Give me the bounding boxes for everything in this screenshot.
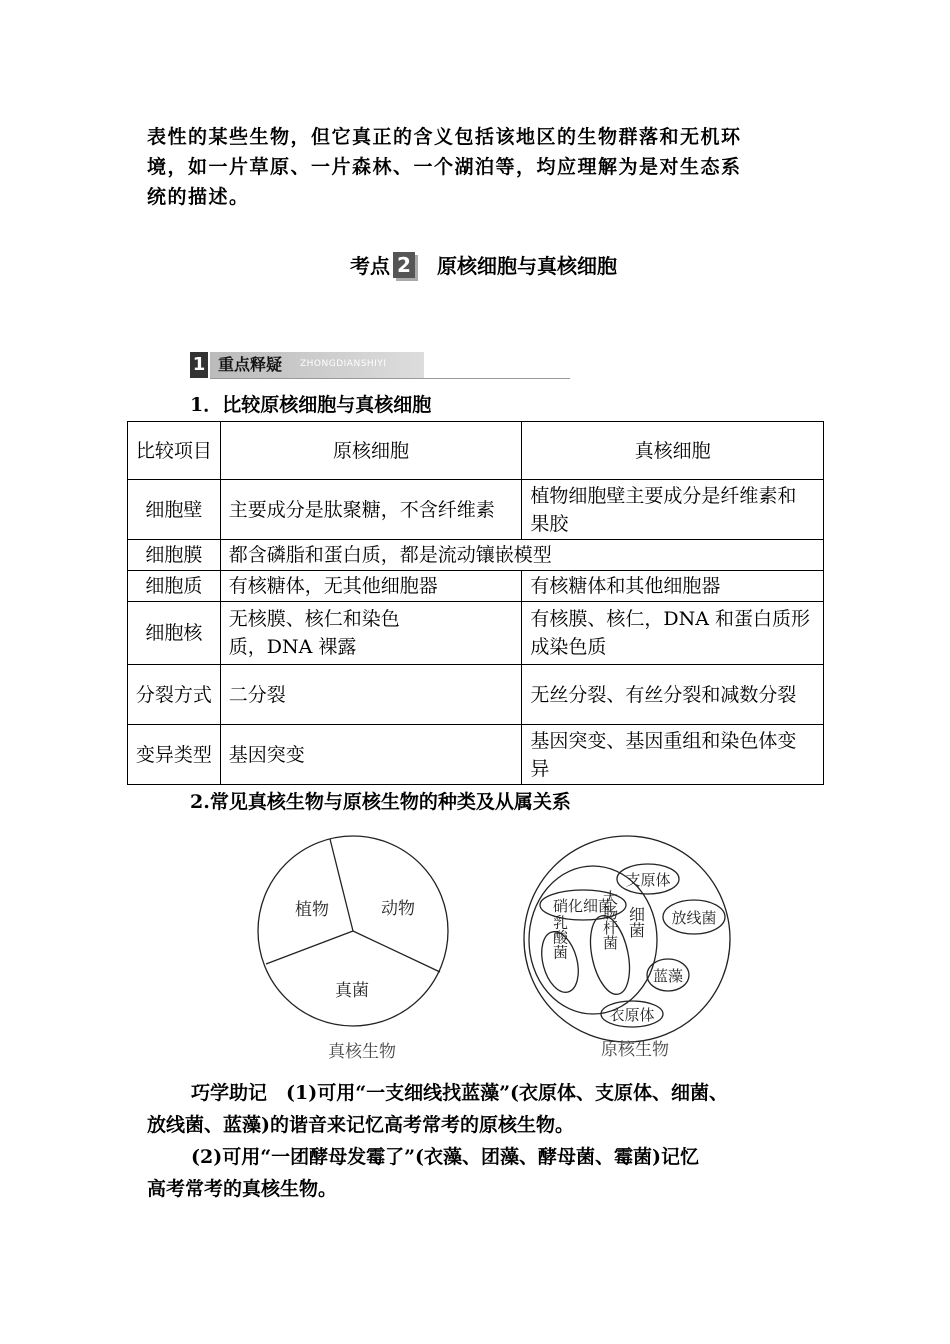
- row-eukaryote: 无丝分裂、有丝分裂和减数分裂: [522, 665, 824, 725]
- memo-line: 放线菌、蓝藻)的谐音来记忆高考常考的原核生物。: [147, 1114, 574, 1136]
- banner-title: 重点释疑: [218, 355, 283, 374]
- actinomyces-label: 放线菌: [671, 909, 717, 927]
- ecoli-label: 大肠杆菌: [601, 890, 619, 950]
- header-item: 比较项目: [128, 422, 221, 480]
- animal-label: 动物: [381, 899, 415, 919]
- table-row: [128, 480, 824, 540]
- divider-line: [353, 931, 440, 972]
- banner-pinyin: ZHONGDIANSHIYI: [300, 359, 387, 369]
- row-item: 细胞质: [128, 571, 221, 602]
- banner-bar: [210, 352, 424, 378]
- row-item: 细胞壁: [128, 480, 221, 540]
- row-eukaryote: 有核糖体和其他细胞器: [522, 571, 824, 602]
- row-item: 变异类型: [128, 725, 221, 785]
- intro-line: 统的描述。: [147, 186, 250, 208]
- eukaryote-caption: 真核生物: [328, 1042, 396, 1062]
- table-row: [128, 571, 824, 602]
- section2-heading: 2.常见真核生物与原核生物的种类及从属关系: [190, 791, 571, 813]
- lactic-bacteria-label: 乳酸菌: [551, 914, 569, 960]
- row-prokaryote: 基因突变: [220, 725, 522, 785]
- bacteria-label: 细菌: [626, 906, 646, 938]
- intro-line: 表性的某些生物，但它真正的含义包括该地区的生物群落和无机环: [147, 126, 742, 148]
- section-banner: [190, 352, 570, 380]
- table-row: [128, 602, 824, 665]
- memo-line: 高考常考的真核生物。: [147, 1178, 338, 1200]
- comparison-table: [127, 421, 824, 785]
- row-prokaryote: 有核糖体，无其他细胞器: [220, 571, 522, 602]
- cyanobacteria-label: 蓝藻: [652, 967, 684, 985]
- row-prokaryote: [220, 602, 522, 665]
- header-prokaryote: 原核细胞: [220, 422, 522, 480]
- header-eukaryote: 真核细胞: [522, 422, 824, 480]
- plant-label: 植物: [295, 900, 329, 920]
- nitrifying-bacteria-label: 硝化细菌: [552, 897, 614, 915]
- mycoplasma-label: 支原体: [625, 871, 671, 889]
- row-prokaryote: 主要成分是肽聚糖，不含纤维素: [220, 480, 522, 540]
- row-eukaryote: 有核膜、核仁，DNA 和蛋白质形成染色质: [522, 602, 824, 665]
- organism-relation-diagram: [250, 822, 760, 1067]
- row-item: 细胞核: [128, 602, 221, 665]
- table-row: [128, 540, 824, 571]
- table-header-row: [128, 422, 824, 480]
- intro-line: 境，如一片草原、一片森林、一个湖泊等，均应理解为是对生态系: [147, 156, 742, 178]
- topic-title: 原核细胞与真核细胞: [437, 254, 617, 278]
- chlamydia-label: 衣原体: [609, 1006, 655, 1024]
- intro-paragraph: [147, 122, 817, 212]
- topic-heading: [350, 250, 617, 279]
- eukaryote-circle-group: [258, 836, 448, 1062]
- row-eukaryote: 植物细胞壁主要成分是纤维素和果胶: [522, 480, 824, 540]
- row-merged: 都含磷脂和蛋白质，都是流动镶嵌模型: [220, 540, 823, 571]
- topic-prefix: 考点: [350, 254, 390, 278]
- row-prokaryote-line: 质，DNA 裸露: [228, 636, 357, 658]
- section1-heading: 1．比较原核细胞与真核细胞: [190, 394, 432, 416]
- banner-underline: [210, 378, 570, 379]
- divider-line: [266, 931, 353, 964]
- topic-number-badge: 2: [393, 252, 415, 278]
- prokaryote-caption: 原核生物: [601, 1040, 669, 1060]
- fungi-label: 真菌: [335, 981, 369, 1001]
- prokaryote-circle-group: [524, 836, 730, 1060]
- row-prokaryote-line: 无核膜、核仁和染色: [228, 608, 400, 630]
- row-prokaryote: 二分裂: [220, 665, 522, 725]
- memo-line: 巧学助记 (1)可用“一支细线找蓝藻”(衣原体、支原体、细菌、: [191, 1082, 729, 1104]
- divider-line: [330, 839, 353, 931]
- table-row: [128, 665, 824, 725]
- row-item: 细胞膜: [128, 540, 221, 571]
- table-row: [128, 725, 824, 785]
- banner-number: 1: [190, 352, 208, 378]
- memory-tip: [147, 1077, 827, 1205]
- row-eukaryote: 基因突变、基因重组和染色体变异: [522, 725, 824, 785]
- row-item: 分裂方式: [128, 665, 221, 725]
- memo-line: (2)可用“一团酵母发霉了”(衣藻、团藻、酵母菌、霉菌)记忆: [191, 1146, 700, 1168]
